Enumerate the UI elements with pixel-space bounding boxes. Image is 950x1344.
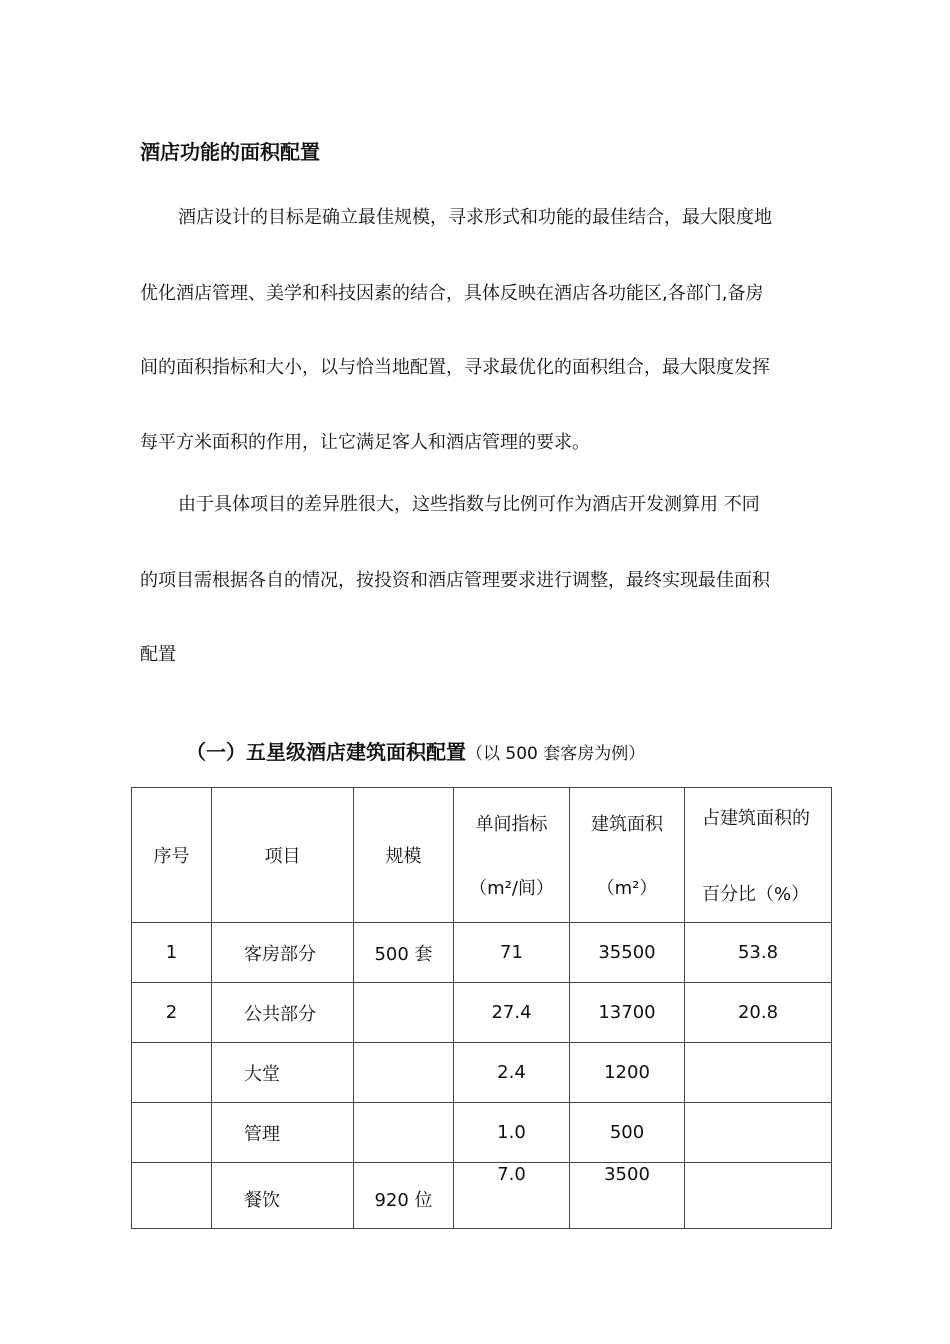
header-area-line1: 建筑面积 [591,814,663,835]
table-row [132,1163,832,1229]
header-unit-index-line1: 单间指标 [475,814,548,835]
header-percentage-line2: 百分比（%） [702,884,810,905]
cell-seq [132,1103,212,1163]
cell-item: 餐饮 [212,1163,354,1229]
paragraph-line: 每平方米面积的作用，让它满足客人和酒店管理的要求。 [140,432,590,453]
cell-unit: 2.4 [454,1043,570,1103]
paragraph-line: 间的面积指标和大小，以与恰当地配置，寻求最优化的面积组合，最大限度发挥 [140,357,770,378]
header-percentage [685,788,832,923]
cell-area: 1200 [570,1043,685,1103]
cell-scale [354,1103,454,1163]
section-title-note: （以 500 套客房为例） [466,744,646,764]
cell-scale: 500 套 [354,923,454,983]
cell-percentage [685,1163,832,1229]
cell-seq [132,1043,212,1103]
header-area-line2: （m²） [596,878,658,899]
table-row [132,1103,832,1163]
section-title [186,736,645,765]
cell-item: 管理 [212,1103,354,1163]
cell-area: 3500 [570,1163,685,1229]
header-percentage-line1: 占建筑面积的 [702,808,810,829]
cell-unit: 71 [454,923,570,983]
cell-unit: 27.4 [454,983,570,1043]
table-row [132,983,832,1043]
cell-area: 35500 [570,923,685,983]
cell-percentage: 20.8 [685,983,832,1043]
cell-percentage [685,1043,832,1103]
cell-unit: 1.0 [454,1103,570,1163]
header-scale: 规模 [354,788,454,923]
paragraph-line: 的项目需根据各自的情况，按投资和酒店管理要求进行调整，最终实现最佳面积 [140,570,770,591]
header-item: 项目 [212,788,354,923]
table-row [132,1043,832,1103]
header-unit-index-line2: （m²/间） [469,878,554,899]
cell-item: 大堂 [212,1043,354,1103]
paragraph-line: 配置 [140,644,176,665]
paragraph-line: 酒店设计的目标是确立最佳规模，寻求形式和功能的最佳结合，最大限度地 [178,207,772,228]
cell-scale [354,1043,454,1103]
cell-area: 500 [570,1103,685,1163]
cell-seq: 2 [132,983,212,1043]
cell-percentage [685,1103,832,1163]
cell-seq [132,1163,212,1229]
cell-unit: 7.0 [454,1163,570,1229]
header-seq: 序号 [132,788,212,923]
header-area [570,788,685,923]
area-allocation-table [131,787,832,1229]
table-header-row [132,788,832,923]
paragraph-line: 由于具体项目的差异胜很大，这些指数与比例可作为酒店开发测算用 不同 [178,494,760,515]
cell-seq: 1 [132,923,212,983]
table-row [132,923,832,983]
section-title-main: （一）五星级酒店建筑面积配置 [186,740,466,764]
paragraph-line: 优化酒店管理、美学和科技因素的结合，具体反映在酒店各功能区,各部门,备房 [140,283,764,304]
cell-item: 客房部分 [212,923,354,983]
cell-item: 公共部分 [212,983,354,1043]
cell-percentage: 53.8 [685,923,832,983]
header-unit-index [454,788,570,923]
cell-area: 13700 [570,983,685,1043]
cell-scale [354,983,454,1043]
cell-scale: 920 位 [354,1163,454,1229]
document-heading: 酒店功能的面积配置 [140,140,320,164]
